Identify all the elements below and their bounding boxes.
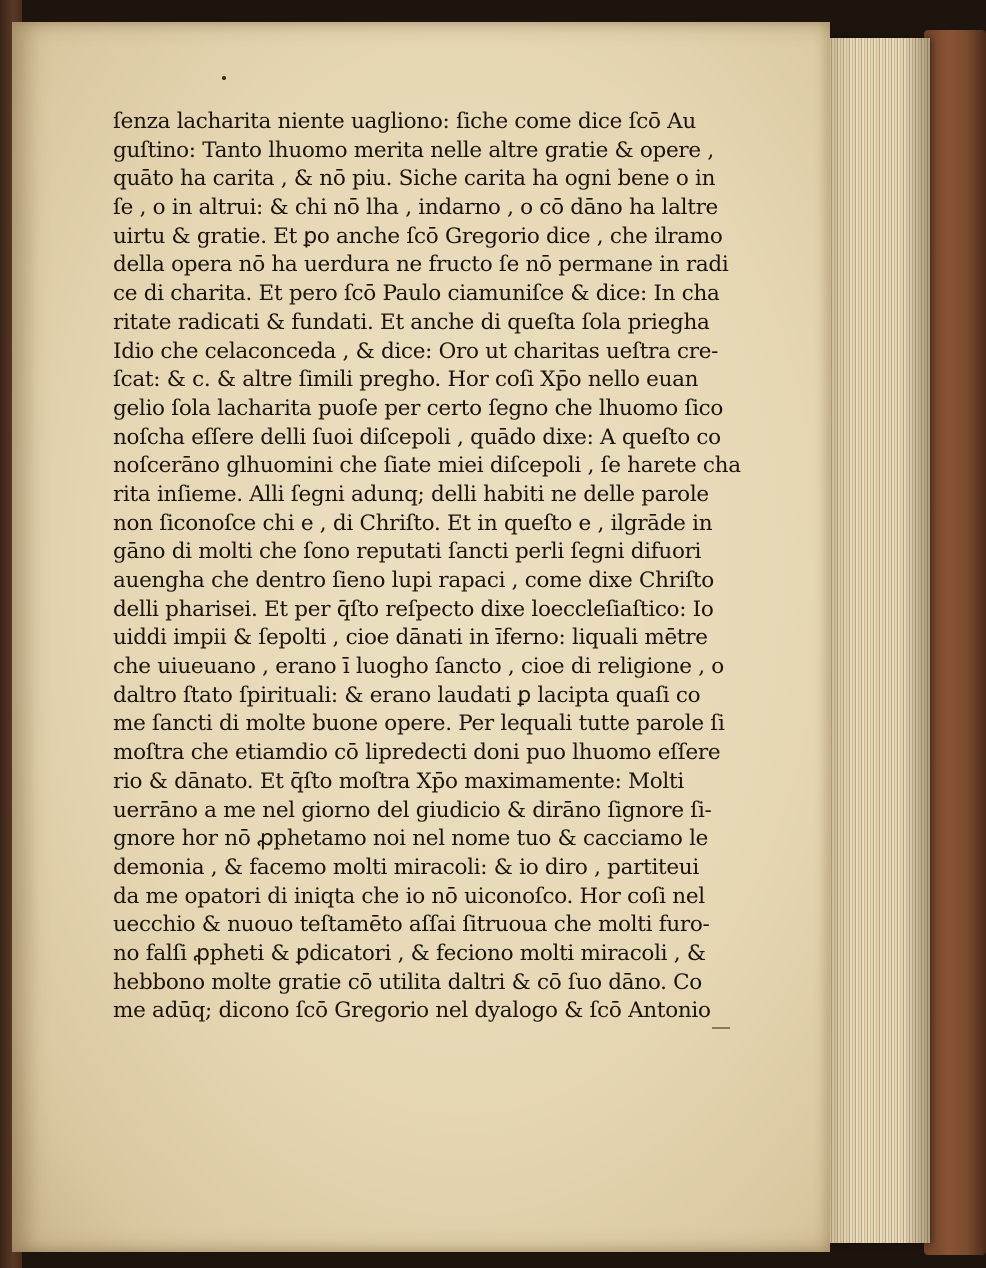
text-line: della opera nō ha uerdura ne fructo ſe nō permane in radi xyxy=(113,252,729,278)
text-line: auengha che dentro ſieno lupi rapaci , come dixe Chriſto xyxy=(113,568,714,593)
text-line: rita inſieme. Alli ſegni adunq; delli habiti ne delle parole xyxy=(113,481,709,507)
page-edges-shadow xyxy=(820,38,930,1243)
text-line: gnore hor nō ꝓphetamo noi nel nome tuo & cacciamo le xyxy=(113,826,709,852)
text-line: guſtino: Tanto lhuomo merita nelle altre gratie & opere , xyxy=(113,137,714,163)
leather-binding-right xyxy=(924,30,986,1255)
text-line: rio & dānato. Et q̄ſto moſtra Xp̄o maximamente: Molti xyxy=(113,768,684,794)
ink-speck xyxy=(222,76,226,80)
text-line: uerrāno a me nel giorno del giudicio & dirāno ſignore ſi- xyxy=(113,797,712,823)
text-line: quāto ha carita , & nō piu. Siche carita ha ogni bene o in xyxy=(113,166,716,192)
text-line: hebbono molte gratie cō utilita daltri & cō ſuo dāno. Co xyxy=(113,969,702,995)
text-line: uiddi impii & ſepolti , cioe dānati in īferno: liquali mētre xyxy=(113,625,708,651)
text-line: ſenza lacharita niente uagliono: ſiche come dice ſcō Au xyxy=(113,109,696,134)
text-line: ſcat: & c. & altre ſimili pregho. Hor coſi Xp̄o nello euan xyxy=(113,367,699,393)
text-line: ritate radicati & fundati. Et anche di queſta ſola priegha xyxy=(113,309,710,335)
text-line: noſcerāno glhuomini che ſiate miei diſcepoli , ſe harete cha xyxy=(113,453,741,479)
text-line: no falſi ꝓpheti & ꝑdicatori , & feciono molti miracoli , & xyxy=(113,940,706,966)
text-line: uirtu & gratie. Et ꝑo anche ſcō Gregorio dice , che ilramo xyxy=(113,223,723,249)
text-line: moſtra che etiamdio cō lipredecti doni puo lhuomo eſſere xyxy=(113,740,721,766)
text-line: Idio che celaconceda , & dice: Oro ut charitas ueſtra cre- xyxy=(113,338,719,364)
text-line: da me opatori di iniqta che io nō uiconoſco. Hor coſi nel xyxy=(113,883,705,909)
margin-mark xyxy=(712,1027,730,1029)
text-line: ſe , o in altrui: & chi nō lha , indarno , o cō dāno ha laltre xyxy=(113,195,718,221)
text-line: me ſancti di molte buone opere. Per lequali tutte parole ſi xyxy=(113,711,725,737)
text-line: non ſiconoſce chi e , di Chriſto. Et in queſto e , ilgrāde in xyxy=(113,510,713,536)
text-line: gelio ſola lacharita puoſe per certo ſegno che lhuomo ſico xyxy=(113,395,724,421)
text-line: delli pharisei. Et per q̄ſto reſpecto dixe loeccleſiaſtico: Io xyxy=(113,596,714,622)
text-line: gāno di molti che ſono reputati ſancti perli ſegni difuori xyxy=(113,539,702,565)
text-line: ce di charita. Et pero ſcō Paulo ciamuniſce & dice: In cha xyxy=(113,281,720,307)
text-line: me adūq; dicono ſcō Gregorio nel dyalogo & ſcō Antonio xyxy=(113,998,711,1024)
text-line: demonia , & facemo molti miracoli: & io diro , partiteui xyxy=(113,854,699,880)
text-line: uecchio & nuouo teſtamēto aſſai ſitruoua che molti furo- xyxy=(113,912,710,938)
text-line: daltro ſtato ſpirituali: & erano laudati ꝑ lacipta quaſi co xyxy=(113,682,701,708)
text-line: noſcha eſſere delli ſuoi diſcepoli , quādo dixe: A queſto co xyxy=(113,424,721,450)
page-text xyxy=(113,108,741,1026)
text-line: che uiueuano , erano ī luogho ſancto , cioe di religione , o xyxy=(113,654,724,680)
